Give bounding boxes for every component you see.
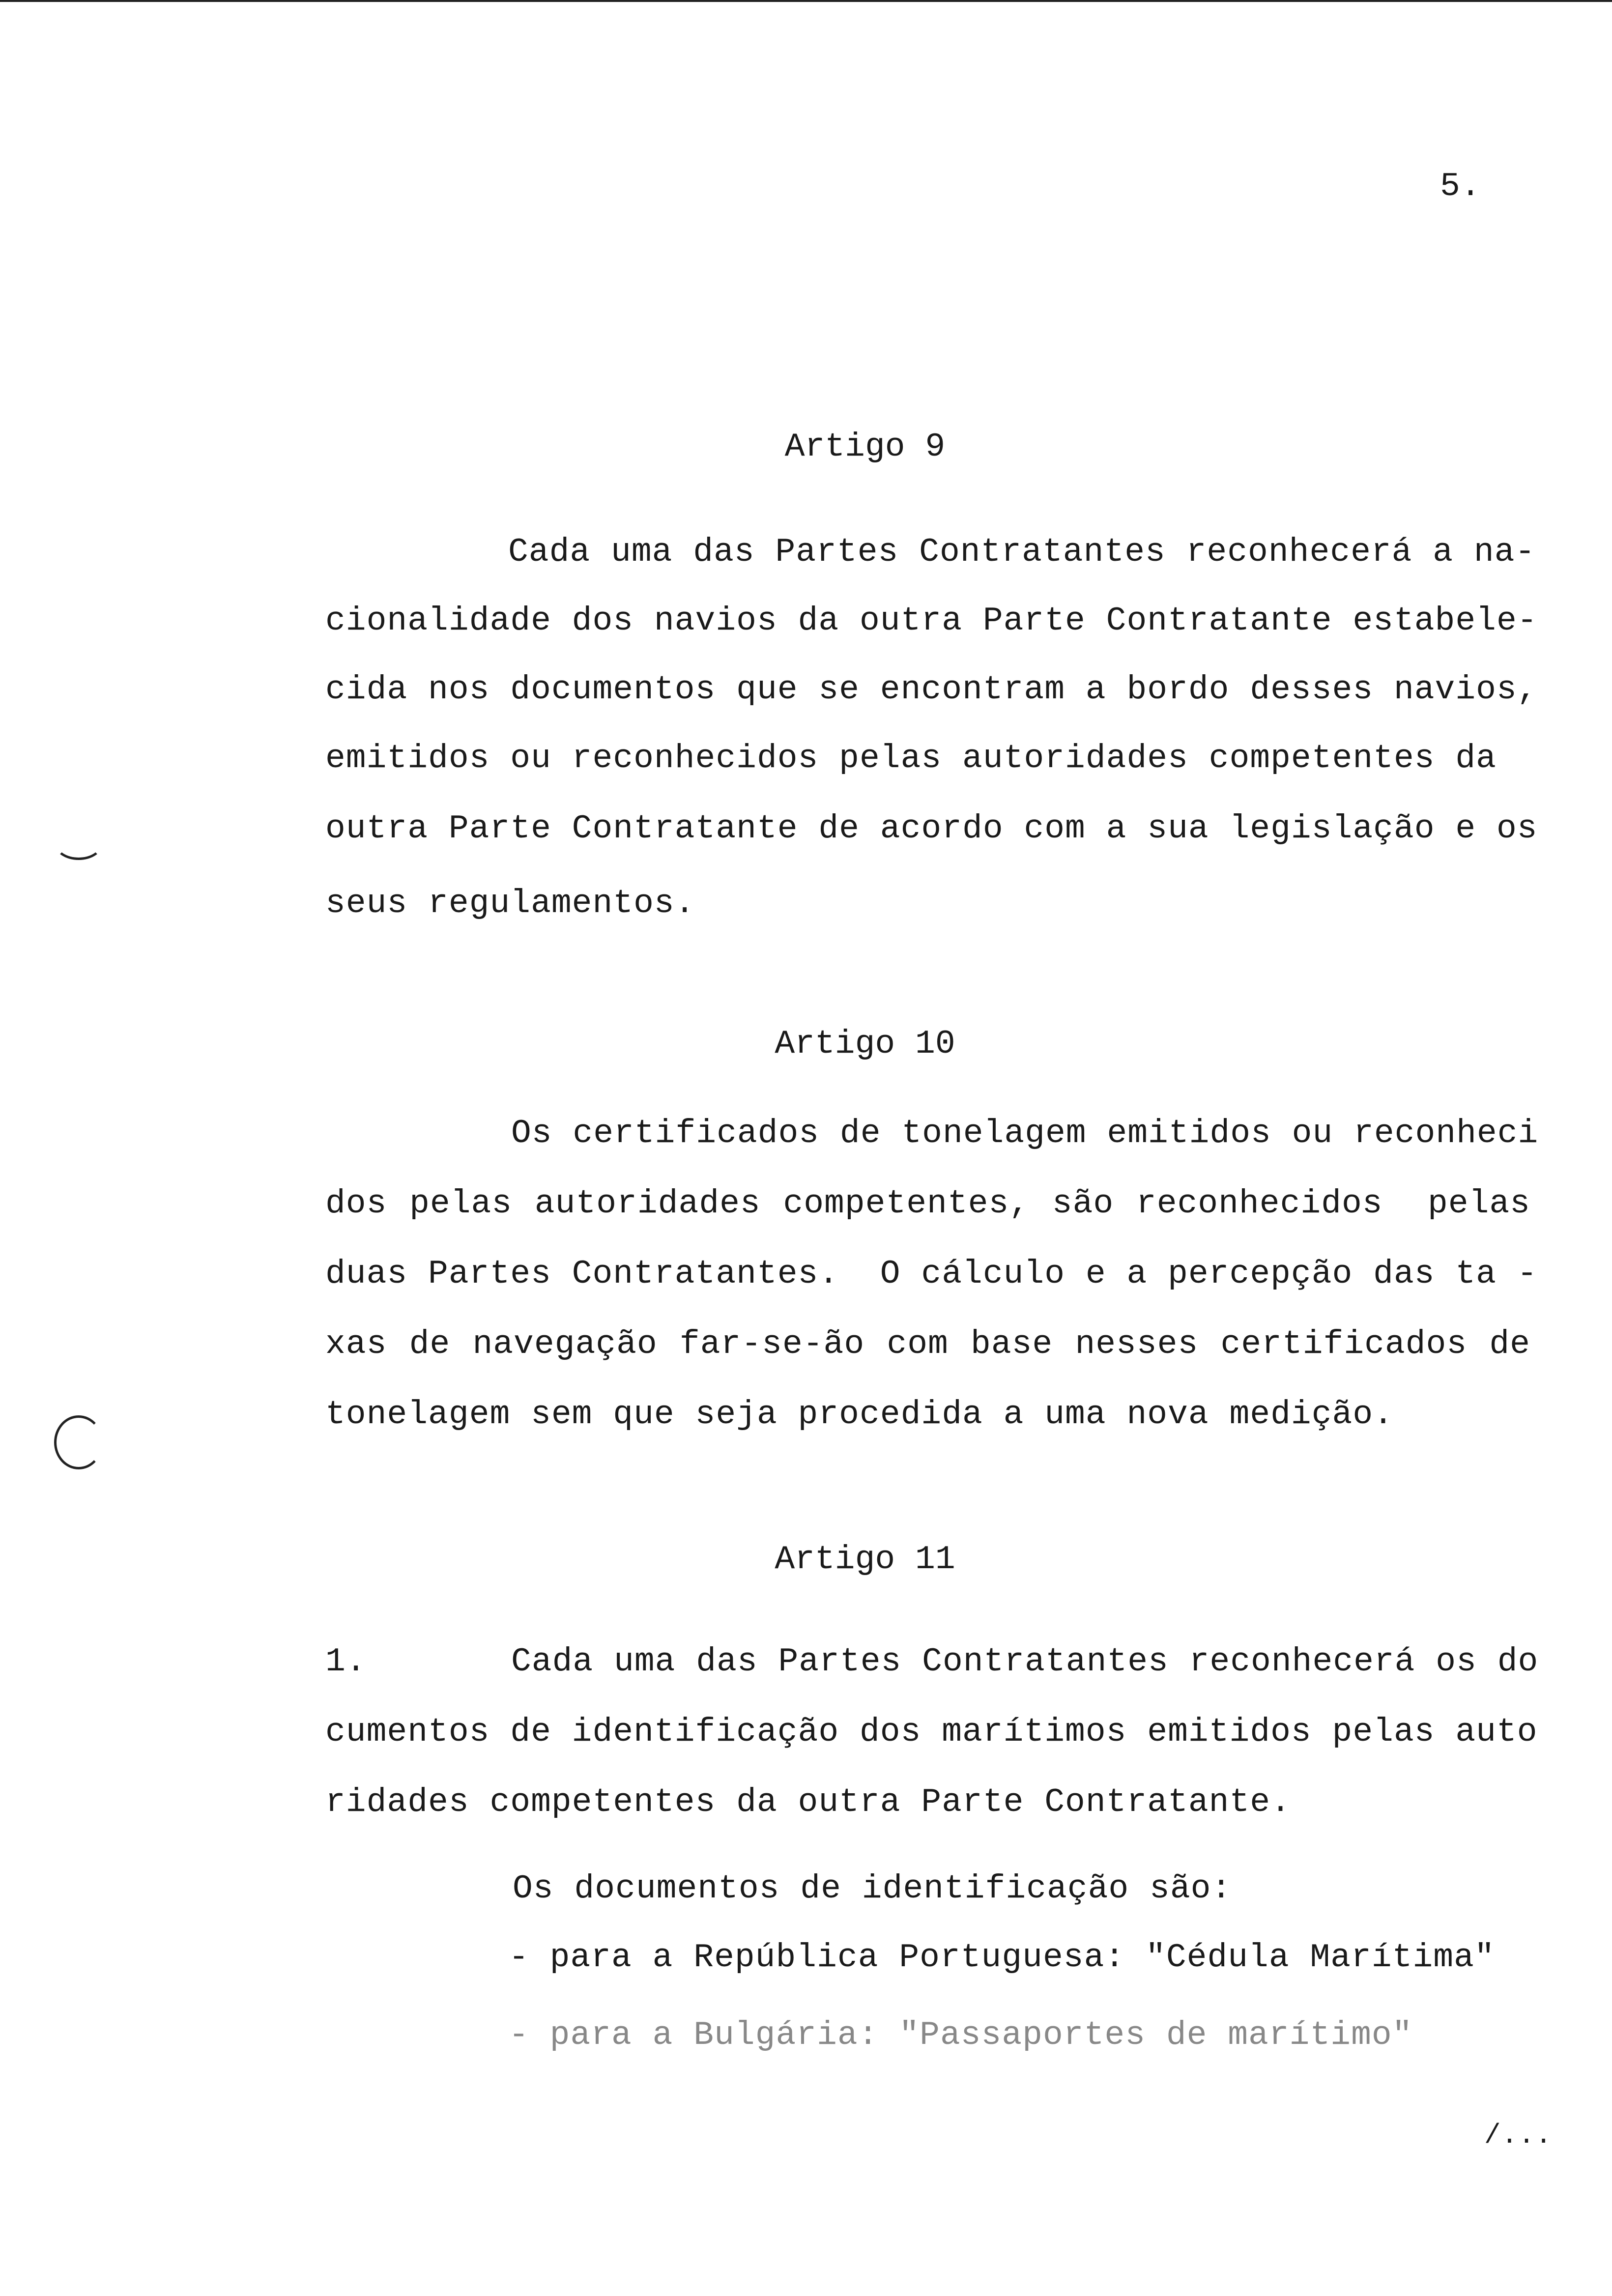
article-10-line: duas Partes Contratantes. O cálculo e a percepção das ta - [325,1255,1538,1293]
margin-mark [54,1415,103,1469]
list-item: - para a República Portuguesa: "Cédula Marítima" [509,1939,1495,1977]
article-9-line: emitidos ou reconhecidos pelas autoridades competentes da [325,740,1497,777]
article-9-line: seus regulamentos. [325,885,695,922]
article-11-line: cumentos de identificação dos marítimos emitidos pelas auto [325,1713,1538,1751]
article-10-title: Artigo 10 [775,1025,955,1063]
margin-mark [54,826,103,860]
page-number: 5. [1440,168,1481,205]
article-9-line: Cada uma das Partes Contratantes reconhecerá a na- [508,533,1536,571]
article-11-line: Os documentos de identificação são: [513,1870,1232,1908]
paragraph-number: 1. [325,1643,367,1681]
scan-edge [0,0,1612,2]
article-9-line: outra Parte Contratante de acordo com a sua legislação e os [325,810,1538,848]
article-9-title: Artigo 9 [784,428,946,466]
article-10-line: xas de navegação far-se-ão com base nesses certificados de [325,1325,1530,1363]
article-10-line: tonelagem sem que seja procedida a uma nova medição. [325,1396,1394,1434]
article-9-line: cida nos documentos que se encontram a bordo desses navios, [325,671,1538,709]
list-item: - para a Bulgária: "Passaportes de marítimo" [509,2016,1413,2054]
continuation-mark: /... [1484,2120,1553,2151]
article-11-title: Artigo 11 [775,1541,955,1578]
article-11-line: ridades competentes da outra Parte Contratante. [325,1783,1291,1821]
article-10-line: Os certificados de tonelagem emitidos ou reconheci [511,1115,1539,1152]
article-9-line: cionalidade dos navios da outra Parte Contratante estabele- [325,602,1538,640]
article-10-line: dos pelas autoridades competentes, são reconhecidos pelas [325,1185,1530,1223]
article-11-line: Cada uma das Partes Contratantes reconhecerá os do [511,1643,1539,1681]
